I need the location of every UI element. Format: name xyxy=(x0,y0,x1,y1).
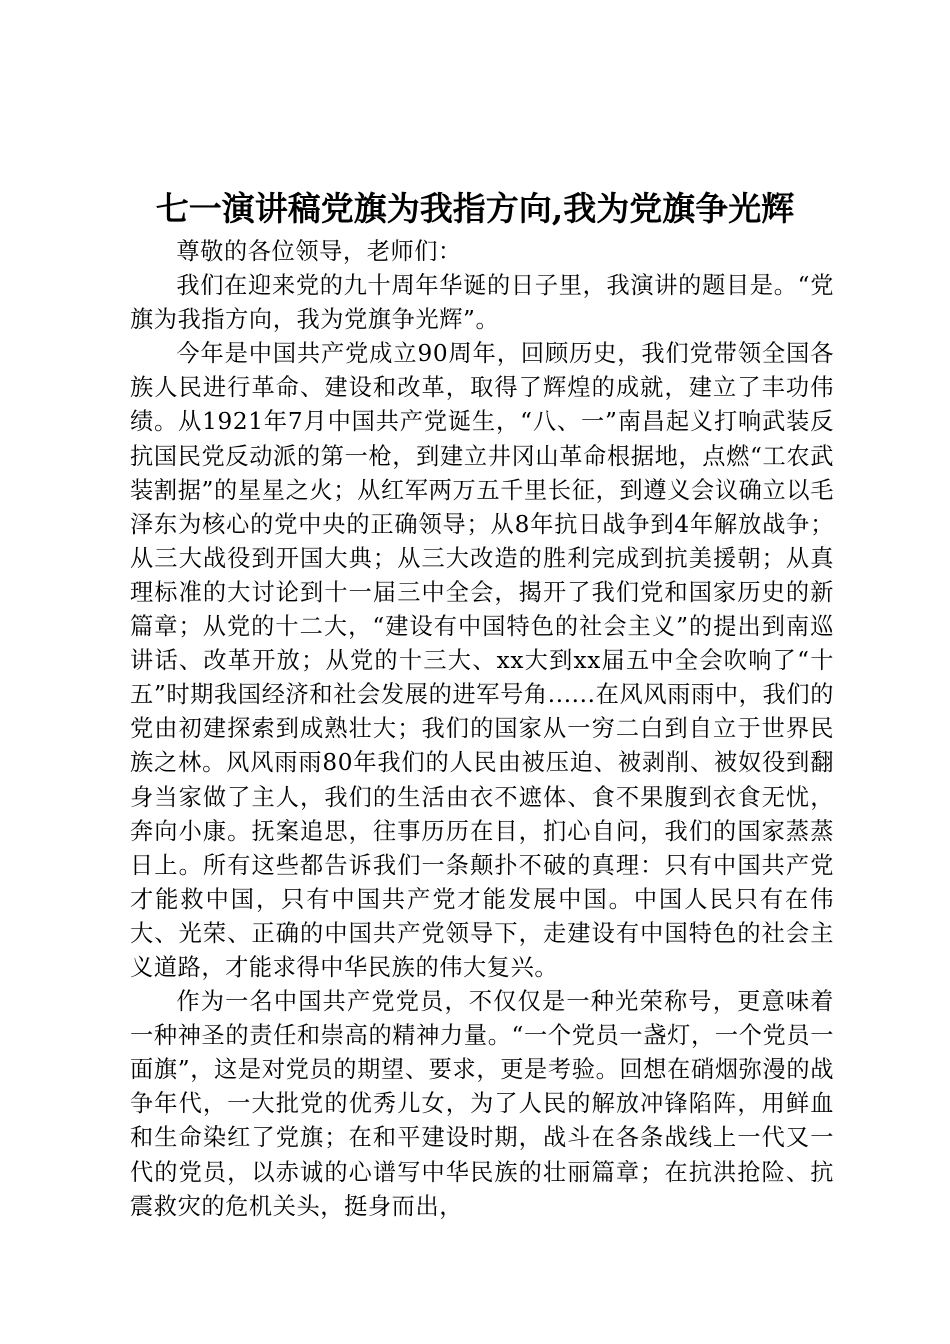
history-paragraph: 今年是中国共产党成立90周年，回顾历史，我们党带领全国各族人民进行革命、建设和改革，取得了辉煌的成就，建立了丰功伟绩。从1921年7月中国共产党诞生，“八、一”南昌起义打响武装反抗国民党反动派的第一枪，到建立井冈山革命根据地，点燃“工农武装割据”的星星之火；从红军两万五千里长征，到遵义会议确立以毛泽东为核心的党中央的正确领导；从8年抗日战争到4年解放战争；从三大战役到开国大典；从三大改造的胜利完成到抗美援朝；从真理标准的大讨论到十一届三中全会，揭开了我们党和国家历史的新篇章；从党的十二大，“建设有中国特色的社会主义”的提出到南巡讲话、改革开放；从党的十三大、xx大到xx届五中全会吹响了“十五”时期我国经济和社会发展的进军号角......在风风雨雨中，我们的党由初建探索到成熟壮大；我们的国家从一穷二白到自立于世界民族之林。风风雨雨80年我们的人民由被压迫、被剥削、被奴役到翻身当家做了主人，我们的生活由衣不遮体、食不果腹到衣食无忧，奔向小康。抚案追思，往事历历在目，扪心自问，我们的国家蒸蒸日上。所有这些都告诉我们一条颠扑不破的真理：只有中国共产党才能救中国，只有中国共产党才能发展中国。中国人民只有在伟大、光荣、正确的中国共产党领导下，走建设有中国特色的社会主义道路，才能求得中华民族的伟大复兴。 xyxy=(130,340,834,981)
intro-paragraph: 我们在迎来党的九十周年华诞的日子里，我演讲的题目是。“党旗为我指方向，我为党旗争光辉”。 xyxy=(130,272,834,334)
document-title: 七一演讲稿党旗为我指方向,我为党旗争光辉 xyxy=(155,189,795,228)
document-body xyxy=(130,235,834,1224)
party-member-paragraph: 作为一名中国共产党党员，不仅仅是一种光荣称号，更意味着一种神圣的责任和崇高的精神力量。“一个党员一盏灯，一个党员一面旗”，这是对党员的期望、要求，更是考验。回想在硝烟弥漫的战争年代，一大批党的优秀儿女，为了人民的解放冲锋陷阵，用鲜血和生命染红了党旗；在和平建设时期，战斗在各条战线上一代又一代的党员，以赤诚的心谱写中华民族的壮丽篇章；在抗洪抢险、抗震救灾的危机关头，挺身而出， xyxy=(130,988,834,1220)
salutation-paragraph: 尊敬的各位领导，老师们： xyxy=(176,238,462,265)
